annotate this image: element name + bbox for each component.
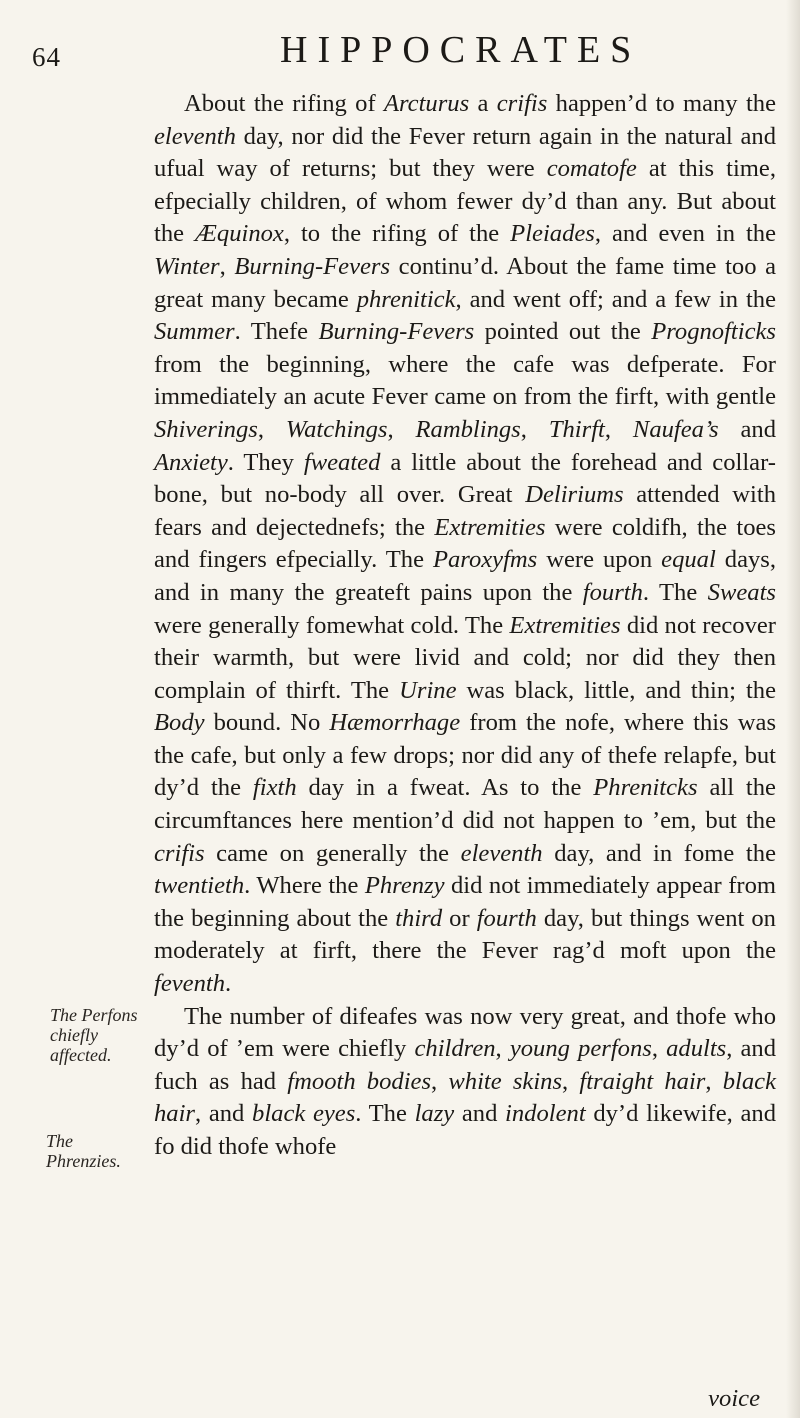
- page-number: 64: [32, 42, 61, 72]
- main-text: [154, 88, 776, 1164]
- paragraph-1: About the rifing of Arcturus a crifis happen’d to many the eleventh day, nor did the Fever return again in the natural and ufual way of returns; but they were comatofe at this time, efpecially children, of whom fewer dy’d than any. But about the Æquinox, to the rifing of the Pleiades, and even in the Winter, Burning-Fevers continu’d. About the fame time too a great many became phrenitick, and went off; and a few in the Summer. Thefe Burning-Fevers pointed out the Prognofticks from the beginning, where the cafe was defperate. For immediately an acute Fever came on from the firft, with gentle Shiverings, Watchings, Ramblings, Thirft, Naufea’s and Anxiety. They fweated a little about the forehead and collar-bone, but no-body all over. Great Deliriums attended with fears and dejectednefs; the Extremities were coldifh, the toes and fingers efpecially. The Paroxyfms were upon equal days, and in many the greateft pains upon the fourth. The Sweats were generally fomewhat cold. The Extremities did not recover their warmth, but were livid and cold; nor did they then complain of thirft. The Urine was black, little, and thin; the Body bound. No Hæmorrhage from the nofe, where this was the cafe, but only a few drops; nor did any of thefe relapfe, but dy’d the fixth day in a fweat. As to the Phrenitcks all the circumftances here mention’d did not happen to ’em, but the crifis came on generally the eleventh day, and in fome the twentieth. Where the Phrenzy did not immediately appear from the beginning about the third or fourth day, but things went on moderately at firft, there the Fever rag’d moft upon the feventh.: [154, 90, 777, 998]
- catchword: voice: [708, 1385, 760, 1412]
- margin-note-persons: The Perfons chiefly affected.: [50, 1005, 138, 1065]
- page-header: [30, 24, 790, 74]
- paragraph-2: The number of difeafes was now very great, and thofe who dy’d of ’em were chiefly children, young perfons, adults, and fuch as had fmooth bodies, white skins, ftraight hair, black hair, and black eyes. The lazy and indolent dy’d likewife, and fo did thofe whofe: [154, 1002, 777, 1160]
- margin-note-phrenzies: The Phrenzies.: [46, 1131, 121, 1171]
- page-edge-shadow: [786, 0, 800, 1418]
- running-head: HIPPOCRATES: [280, 29, 642, 71]
